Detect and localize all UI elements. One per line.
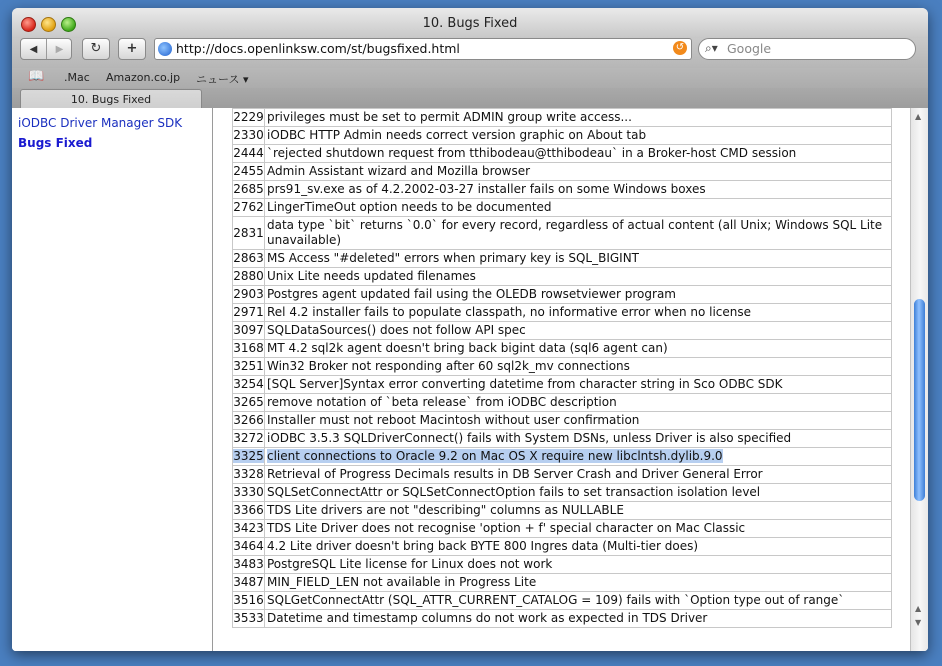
table-row	[233, 538, 892, 556]
bug-description: privileges must be set to permit ADMIN group write access...	[267, 110, 632, 124]
bug-description: Postgres agent updated fail using the OLEDB rowsetviewer program	[267, 287, 676, 301]
search-icon: ⌕▾	[705, 41, 718, 55]
bug-description-cell	[265, 340, 892, 358]
bug-id: 2330	[233, 128, 264, 142]
snapback-icon[interactable]: ↺	[673, 41, 687, 55]
bug-description-cell	[265, 358, 892, 376]
bug-id-cell	[233, 484, 265, 502]
bug-description-cell	[265, 127, 892, 145]
bug-description: [SQL Server]Syntax error converting datetime from character string in Sco ODBC SDK	[267, 377, 783, 391]
table-row	[233, 217, 892, 250]
bug-id: 3423	[233, 521, 264, 535]
table-row	[233, 610, 892, 628]
bug-id-cell	[233, 199, 265, 217]
bug-description-cell	[265, 430, 892, 448]
bug-id: 3265	[233, 395, 264, 409]
back-arrow-icon: ◀	[29, 44, 38, 55]
tab-bugs-fixed[interactable]: 10. Bugs Fixed	[20, 89, 202, 109]
bug-id-cell	[233, 163, 265, 181]
scroll-thumb[interactable]	[914, 299, 925, 501]
bug-id: 3330	[233, 485, 264, 499]
bug-id: 3366	[233, 503, 264, 517]
bug-description-cell	[265, 163, 892, 181]
bug-id-cell	[233, 304, 265, 322]
bug-id: 3325	[233, 449, 264, 463]
bug-id-cell	[233, 109, 265, 127]
bug-description: remove notation of `beta release` from iODBC description	[267, 395, 617, 409]
table-row	[233, 520, 892, 538]
vertical-scrollbar[interactable]	[910, 108, 928, 651]
bug-id-cell	[233, 127, 265, 145]
bug-id-cell	[233, 394, 265, 412]
table-row	[233, 199, 892, 217]
bug-id-cell	[233, 466, 265, 484]
table-row	[233, 592, 892, 610]
forward-button[interactable]	[47, 39, 72, 59]
bug-id: 3266	[233, 413, 264, 427]
bug-id-cell	[233, 250, 265, 268]
bug-description-cell	[265, 268, 892, 286]
bug-id: 3328	[233, 467, 264, 481]
reload-button[interactable]	[82, 38, 110, 60]
bug-description-cell	[265, 466, 892, 484]
window-title: 10. Bugs Fixed	[422, 16, 518, 31]
bug-id: 3272	[233, 431, 264, 445]
bug-id: 3483	[233, 557, 264, 571]
bug-id: 3516	[233, 593, 264, 607]
bug-description-cell	[265, 610, 892, 628]
bug-description: MIN_FIELD_LEN not available in Progress Lite	[267, 575, 537, 589]
bug-id-cell	[233, 322, 265, 340]
table-row	[233, 304, 892, 322]
bug-description-cell	[265, 217, 892, 250]
bug-id: 2229	[233, 110, 264, 124]
scroll-up-arrow-icon[interactable]: ▲	[915, 604, 922, 613]
bug-description-cell	[265, 250, 892, 268]
bug-description-cell	[265, 448, 892, 466]
bug-description: Installer must not reboot Macintosh without user confirmation	[267, 413, 640, 427]
title-bar[interactable]	[12, 8, 928, 38]
bug-id: 3464	[233, 539, 264, 553]
bug-description-cell	[265, 520, 892, 538]
bug-id-cell	[233, 412, 265, 430]
bug-description: prs91_sv.exe as of 4.2.2002-03-27 installer fails on some Windows boxes	[267, 182, 706, 196]
bug-id-cell	[233, 217, 265, 250]
table-row	[233, 145, 892, 163]
table-row	[233, 268, 892, 286]
bug-description-cell	[265, 304, 892, 322]
bug-id: 2831	[233, 225, 264, 240]
url-text: http://docs.openlinksw.com/st/bugsfixed.html	[176, 41, 460, 56]
table-row	[233, 322, 892, 340]
bug-description: PostgreSQL Lite license for Linux does not work	[267, 557, 553, 571]
page-content	[12, 108, 928, 651]
bug-id: 2444	[233, 146, 264, 160]
bug-description: iODBC HTTP Admin needs correct version graphic on About tab	[267, 128, 647, 142]
bug-id: 2863	[233, 251, 264, 265]
bug-description-cell	[265, 145, 892, 163]
bug-id-cell	[233, 145, 265, 163]
bug-id-cell	[233, 430, 265, 448]
bug-id-cell	[233, 358, 265, 376]
table-row	[233, 250, 892, 268]
bug-description-cell	[265, 109, 892, 127]
bug-description: MS Access "#deleted" errors when primary key is SQL_BIGINT	[267, 251, 640, 265]
table-row	[233, 340, 892, 358]
scroll-up-icon[interactable]: ▲	[915, 112, 922, 121]
bug-id-cell	[233, 268, 265, 286]
bug-description-cell	[265, 394, 892, 412]
table-row	[233, 163, 892, 181]
bug-description: Rel 4.2 installer fails to populate classpath, no informative error when no license	[267, 305, 752, 319]
bug-id: 2880	[233, 269, 264, 283]
bookmark-news[interactable]: ニュース ▾	[196, 73, 249, 86]
bug-description: SQLDataSources() does not follow API spec	[267, 323, 526, 337]
back-forward-group	[20, 38, 72, 60]
table-row	[233, 358, 892, 376]
bug-id-cell	[233, 520, 265, 538]
bug-id-cell	[233, 610, 265, 628]
bug-description-cell	[265, 286, 892, 304]
table-row	[233, 448, 892, 466]
table-row	[233, 556, 892, 574]
table-row	[233, 466, 892, 484]
globe-icon	[158, 42, 172, 56]
bug-description: Win32 Broker not responding after 60 sql2k_mv connections	[267, 359, 630, 373]
bug-id: 3254	[233, 377, 264, 391]
bug-description-cell	[265, 181, 892, 199]
toolbar	[12, 38, 928, 68]
bug-id: 2685	[233, 182, 264, 196]
main-content	[222, 108, 908, 651]
bug-id: 2455	[233, 164, 264, 178]
bug-description-cell	[265, 574, 892, 592]
plus-icon: +	[126, 41, 138, 56]
table-row	[233, 181, 892, 199]
bug-description: client connections to Oracle 9.2 on Mac OS X require new libclntsh.dylib.9.0	[267, 449, 723, 463]
bug-id: 3097	[233, 323, 264, 337]
bug-id-cell	[233, 448, 265, 466]
bug-id-cell	[233, 286, 265, 304]
bug-id-cell	[233, 502, 265, 520]
book-icon[interactable]: 📖	[28, 69, 45, 84]
table-row	[233, 376, 892, 394]
bug-id-cell	[233, 376, 265, 394]
bug-description-cell	[265, 199, 892, 217]
bug-description: SQLSetConnectAttr or SQLSetConnectOption fails to set transaction isolation level	[267, 485, 761, 499]
bug-description-cell	[265, 484, 892, 502]
browser-window	[12, 8, 928, 651]
bug-description: Retrieval of Progress Decimals results in DB Server Crash and Driver General Error	[267, 467, 763, 481]
bug-description: TDS Lite Driver does not recognise 'option + f' special character on Mac Classic	[267, 521, 746, 535]
sidebar-link-iodbc-sdk[interactable]: iODBC Driver Manager SDK	[18, 116, 183, 130]
table-row	[233, 412, 892, 430]
bug-description: `rejected shutdown request from tthibodeau@tthibodeau` in a Broker-host CMD session	[267, 146, 797, 160]
table-row	[233, 574, 892, 592]
table-row	[233, 394, 892, 412]
bug-description: data type `bit` returns `0.0` for every record, regardless of actual content (all Unix; Windows SQL Lite unavailable)	[267, 218, 883, 247]
bug-id: 3533	[233, 611, 264, 625]
bug-id: 2762	[233, 200, 264, 214]
bugs-table	[232, 108, 892, 628]
bug-id: 2903	[233, 287, 264, 301]
reload-icon: ↻	[90, 41, 102, 56]
table-row	[233, 502, 892, 520]
bug-description: SQLGetConnectAttr (SQL_ATTR_CURRENT_CATALOG = 109) fails with `Option type out of range`	[267, 593, 845, 607]
bug-id-cell	[233, 574, 265, 592]
bookmark-mac[interactable]: .Mac	[64, 71, 90, 84]
bug-description: Admin Assistant wizard and Mozilla browser	[267, 164, 531, 178]
bug-description-cell	[265, 556, 892, 574]
bug-id-cell	[233, 556, 265, 574]
bug-id: 3168	[233, 341, 264, 355]
sidebar	[12, 108, 213, 651]
table-row	[233, 127, 892, 145]
back-button[interactable]	[21, 39, 46, 59]
bug-description-cell	[265, 376, 892, 394]
bug-id-cell	[233, 538, 265, 556]
table-row	[233, 286, 892, 304]
bug-description-cell	[265, 412, 892, 430]
bug-description: LingerTimeOut option needs to be documented	[267, 200, 552, 214]
bug-id-cell	[233, 340, 265, 358]
bug-description-cell	[265, 322, 892, 340]
bug-id-cell	[233, 181, 265, 199]
bug-description: 4.2 Lite driver doesn't bring back BYTE 800 Ingres data (Multi-tier does)	[267, 539, 699, 553]
table-row	[233, 109, 892, 127]
bug-description: MT 4.2 sql2k agent doesn't bring back bigint data (sql6 agent can)	[267, 341, 668, 355]
bug-description: Datetime and timestamp columns do not work as expected in TDS Driver	[267, 611, 708, 625]
bug-description: TDS Lite drivers are not "describing" columns as NULLABLE	[267, 503, 624, 517]
table-row	[233, 484, 892, 502]
bug-id: 2971	[233, 305, 264, 319]
sidebar-link-bugs-fixed[interactable]: Bugs Fixed	[18, 136, 93, 150]
address-bar[interactable]	[154, 38, 692, 60]
tab-bar	[12, 88, 928, 108]
table-row	[233, 430, 892, 448]
bookmarks-bar	[12, 68, 928, 88]
forward-arrow-icon: ▶	[55, 44, 64, 55]
bug-description-cell	[265, 538, 892, 556]
bug-id: 3251	[233, 359, 264, 373]
bug-description-cell	[265, 592, 892, 610]
bug-description: iODBC 3.5.3 SQLDriverConnect() fails with System DSNs, unless Driver is also specified	[267, 431, 792, 445]
bug-id-cell	[233, 592, 265, 610]
add-bookmark-button[interactable]	[118, 38, 146, 60]
bug-id: 3487	[233, 575, 264, 589]
search-placeholder: Google	[727, 41, 772, 56]
search-field[interactable]	[698, 38, 916, 60]
scroll-down-arrow-icon[interactable]: ▼	[915, 618, 922, 627]
bookmark-amazon[interactable]: Amazon.co.jp	[106, 71, 181, 84]
bug-description: Unix Lite needs updated filenames	[267, 269, 476, 283]
bug-description-cell	[265, 502, 892, 520]
